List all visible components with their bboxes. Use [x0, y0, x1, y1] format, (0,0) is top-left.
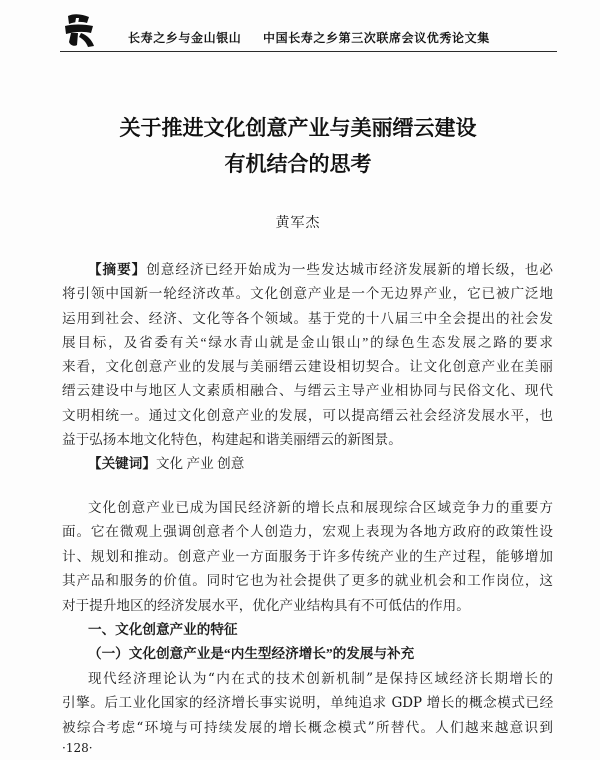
author-name: 黄军杰 — [275, 216, 321, 231]
paragraph-line: 对于提升地区的经济发展水平，优化产业结构具有不可低估的作用。 — [62, 597, 470, 614]
abstract-line: 将引领中国新一轮经济改革。文化创意产业是一个无边界产业，它已被广泛地 — [62, 286, 553, 302]
abstract-line — [62, 258, 553, 282]
paragraph-line: 计、规划和推动。创意产业一方面服务于许多传统产业的生产过程，能够增加 — [62, 548, 553, 565]
section-heading: 一、文化创意产业的特征 — [88, 621, 238, 638]
abstract-block — [62, 258, 553, 476]
keywords-label: 【关键词】 — [88, 456, 156, 471]
abstract-line: 运用到社会、经济、文化等各个领域。基于党的十八届三中全会提出的社会发 — [62, 310, 553, 326]
subsection-heading: （一）文化创意产业是“内生型经济增长”的发展与补充 — [88, 646, 415, 662]
abstract-line: 缙云建设中与地区人文素质相融合、与缙云主导产业相协同与民俗文化、现代 — [62, 383, 553, 399]
abstract-label: 【摘要】 — [88, 262, 147, 277]
paragraph-line: 文化创意产业已成为国民经济新的增长点和展现综合区域竞争力的重要方 — [88, 500, 553, 516]
paragraph-line: 其产品和服务的价值。同时它也为社会提供了更多的就业机会和工作岗位，这 — [62, 573, 553, 590]
abstract-line: 益于弘扬本地文化特色，构建起和谐美丽缙云的新图景。 — [62, 431, 402, 447]
paragraph-line: 面。它在微观上强调创意者个人创造力，宏观上表现为各地方政府的政策性设 — [62, 524, 553, 541]
calligraphy-logo — [62, 12, 96, 48]
paragraph-line: 引擎。后工业化国家的经济增长事实说明，单纯追求 GDP 增长的概念模式已经 — [62, 695, 553, 712]
abstract-text: 创意经济已经开始成为一些发达城市经济发展新的增长级，也必 — [146, 262, 554, 277]
page-number: ·128· — [62, 741, 93, 755]
abstract-line: 文明相统一。通过文化创意产业的发展，可以提高缙云社会经济发展水平，也 — [62, 407, 553, 423]
keywords-line — [62, 452, 553, 476]
keywords-text: 文化 产业 创意 — [155, 456, 245, 471]
running-header-left: 长寿之乡与金山银山 — [128, 31, 242, 45]
title-line: 关于推进文化创意产业与美丽缙云建设 — [119, 115, 477, 140]
body-block — [62, 496, 553, 740]
paragraph-line: 现代经济理论认为“内在式的技术创新机制”是保持区域经济长期增长的 — [88, 670, 553, 687]
paragraph-line: 被综合考虑“环境与可持续发展的增长概念模式”所替代。人们越来越意识到 — [62, 719, 553, 736]
title-line: 有机结合的思考 — [224, 151, 372, 176]
header-divider — [60, 51, 557, 52]
abstract-line: 展目标，及省委有关“绿水青山就是金山银山”的绿色生态发展之路的要求 — [62, 334, 553, 350]
article-title — [0, 110, 596, 182]
abstract-line: 来看，文化创意产业的发展与美丽缙云建设相切契合。让文化创意产业在美丽 — [62, 359, 553, 374]
running-header-right: 中国长寿之乡第三次联席会议优秀论文集 — [263, 31, 490, 45]
